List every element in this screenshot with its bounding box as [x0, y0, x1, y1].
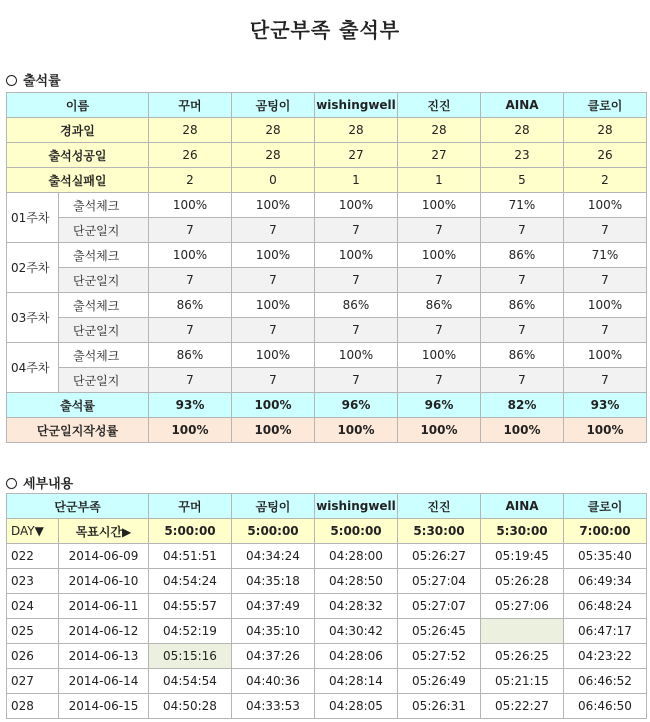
check-label: 출석체크 — [59, 293, 149, 318]
rate-value: 100% — [232, 418, 315, 443]
week-check-row — [7, 243, 647, 268]
time-cell: 04:52:19 — [149, 619, 232, 644]
rate-value: 96% — [315, 393, 398, 418]
log-value: 7 — [481, 368, 564, 393]
time-cell: 04:28:00 — [315, 544, 398, 569]
row-label: 출석실패일 — [7, 168, 149, 193]
time-cell: 05:26:45 — [398, 619, 481, 644]
check-value: 100% — [398, 343, 481, 368]
check-value: 71% — [564, 243, 647, 268]
time-cell: 05:27:52 — [398, 644, 481, 669]
log-value: 7 — [481, 268, 564, 293]
week-log-row — [7, 268, 647, 293]
rate-value: 93% — [564, 393, 647, 418]
check-value: 100% — [232, 243, 315, 268]
section-label: 세부내용 — [23, 477, 74, 492]
week-check-row — [7, 293, 647, 318]
time-cell: 04:54:54 — [149, 669, 232, 694]
value-cell: 2 — [564, 168, 647, 193]
time-cell: 05:27:07 — [398, 594, 481, 619]
target-time: 5:30:00 — [481, 519, 564, 544]
member-header: 진진 — [398, 93, 481, 118]
check-value: 86% — [149, 293, 232, 318]
check-value: 100% — [315, 193, 398, 218]
detail-row — [7, 669, 647, 694]
log-value: 7 — [398, 318, 481, 343]
log-value: 7 — [149, 218, 232, 243]
value-cell: 26 — [149, 143, 232, 168]
log-value: 7 — [232, 318, 315, 343]
circle-bullet-icon — [6, 75, 17, 86]
check-label: 출석체크 — [59, 243, 149, 268]
week-check-row — [7, 193, 647, 218]
week-label: 01주차 — [7, 193, 59, 243]
log-value: 7 — [232, 218, 315, 243]
log-value: 7 — [149, 318, 232, 343]
log-label: 단군일지 — [59, 368, 149, 393]
date-cell: 2014-06-13 — [59, 644, 149, 669]
day-cell: 027 — [7, 669, 59, 694]
check-value: 86% — [398, 293, 481, 318]
time-cell: 04:37:26 — [232, 644, 315, 669]
time-cell: 05:19:45 — [481, 544, 564, 569]
time-cell: 04:33:53 — [232, 694, 315, 719]
check-value: 100% — [564, 193, 647, 218]
attendance-rate-row — [7, 393, 647, 418]
member-header: wishingwell — [315, 93, 398, 118]
log-value: 7 — [564, 268, 647, 293]
time-cell: 04:40:36 — [232, 669, 315, 694]
member-header: 진진 — [398, 494, 481, 519]
section-attendance-title — [6, 70, 61, 89]
time-cell: 04:35:18 — [232, 569, 315, 594]
rate-value: 82% — [481, 393, 564, 418]
value-cell: 5 — [481, 168, 564, 193]
header-row — [7, 494, 647, 519]
value-cell: 27 — [398, 143, 481, 168]
member-header: 꾸머 — [149, 93, 232, 118]
check-label: 출석체크 — [59, 343, 149, 368]
time-cell: 04:28:50 — [315, 569, 398, 594]
check-value: 86% — [315, 293, 398, 318]
member-header: 클로이 — [564, 93, 647, 118]
value-cell: 23 — [481, 143, 564, 168]
time-cell: 06:47:17 — [564, 619, 647, 644]
check-value: 100% — [564, 343, 647, 368]
day-cell: 028 — [7, 694, 59, 719]
check-value: 86% — [481, 243, 564, 268]
member-header: AINA — [481, 93, 564, 118]
row-label: 출석성공일 — [7, 143, 149, 168]
log-value: 7 — [398, 218, 481, 243]
check-value: 100% — [232, 343, 315, 368]
date-cell: 2014-06-09 — [59, 544, 149, 569]
summary-row — [7, 118, 647, 143]
value-cell: 2 — [149, 168, 232, 193]
log-value: 7 — [232, 268, 315, 293]
value-cell: 0 — [232, 168, 315, 193]
rate-value: 93% — [149, 393, 232, 418]
detail-row — [7, 544, 647, 569]
time-cell: 04:34:24 — [232, 544, 315, 569]
week-check-row — [7, 343, 647, 368]
week-log-row — [7, 318, 647, 343]
time-cell: 04:35:10 — [232, 619, 315, 644]
log-value: 7 — [149, 368, 232, 393]
summary-row — [7, 143, 647, 168]
value-cell: 28 — [232, 143, 315, 168]
log-value: 7 — [481, 218, 564, 243]
day-sort-label: DAY▼ — [7, 519, 59, 544]
value-cell: 28 — [315, 118, 398, 143]
log-value: 7 — [315, 218, 398, 243]
target-label: 목표시간▶ — [59, 519, 149, 544]
check-value: 100% — [232, 193, 315, 218]
check-value: 86% — [481, 293, 564, 318]
log-rate-row — [7, 418, 647, 443]
check-value: 100% — [315, 343, 398, 368]
week-log-row — [7, 218, 647, 243]
log-value: 7 — [315, 318, 398, 343]
target-time: 7:00:00 — [564, 519, 647, 544]
check-label: 출석체크 — [59, 193, 149, 218]
check-value: 100% — [315, 243, 398, 268]
tribe-header: 단군부족 — [7, 494, 149, 519]
missed-time-cell: 05:15:16 — [149, 644, 232, 669]
log-value: 7 — [481, 318, 564, 343]
rate-value: 100% — [232, 393, 315, 418]
day-cell: 024 — [7, 594, 59, 619]
time-cell: 05:27:06 — [481, 594, 564, 619]
date-cell: 2014-06-12 — [59, 619, 149, 644]
time-cell: 05:22:27 — [481, 694, 564, 719]
log-value: 7 — [398, 368, 481, 393]
value-cell: 28 — [232, 118, 315, 143]
value-cell: 28 — [398, 118, 481, 143]
member-header: AINA — [481, 494, 564, 519]
rate-value: 100% — [398, 418, 481, 443]
row-label: 경과일 — [7, 118, 149, 143]
time-cell: 05:26:28 — [481, 569, 564, 594]
check-value: 100% — [232, 293, 315, 318]
rate-value: 100% — [315, 418, 398, 443]
log-value: 7 — [398, 268, 481, 293]
detail-table — [6, 493, 647, 719]
time-cell: 04:28:32 — [315, 594, 398, 619]
time-cell: 06:49:34 — [564, 569, 647, 594]
detail-row — [7, 569, 647, 594]
time-cell: 04:28:14 — [315, 669, 398, 694]
summary-row — [7, 168, 647, 193]
date-cell: 2014-06-11 — [59, 594, 149, 619]
section-label: 출석률 — [23, 74, 61, 89]
week-log-row — [7, 368, 647, 393]
log-value: 7 — [315, 268, 398, 293]
time-cell: 05:27:04 — [398, 569, 481, 594]
time-cell: 06:46:52 — [564, 669, 647, 694]
log-label: 단군일지 — [59, 268, 149, 293]
member-header: 곰팅이 — [232, 93, 315, 118]
time-cell: 05:26:27 — [398, 544, 481, 569]
time-cell: 04:23:22 — [564, 644, 647, 669]
check-value: 86% — [481, 343, 564, 368]
time-cell: 04:28:06 — [315, 644, 398, 669]
row-label: 출석률 — [7, 393, 149, 418]
target-time: 5:00:00 — [232, 519, 315, 544]
attendance-rate-table — [6, 92, 647, 443]
day-cell: 022 — [7, 544, 59, 569]
member-header: 꾸머 — [149, 494, 232, 519]
target-time: 5:30:00 — [398, 519, 481, 544]
time-cell: 06:46:50 — [564, 694, 647, 719]
time-cell: 04:50:28 — [149, 694, 232, 719]
date-cell: 2014-06-10 — [59, 569, 149, 594]
check-value: 100% — [149, 243, 232, 268]
time-cell: 04:54:24 — [149, 569, 232, 594]
missed-time-cell — [481, 619, 564, 644]
date-cell: 2014-06-14 — [59, 669, 149, 694]
member-header: 곰팅이 — [232, 494, 315, 519]
time-cell: 04:51:51 — [149, 544, 232, 569]
time-cell: 04:55:57 — [149, 594, 232, 619]
log-value: 7 — [564, 368, 647, 393]
detail-row — [7, 644, 647, 669]
value-cell: 28 — [564, 118, 647, 143]
rate-value: 100% — [149, 418, 232, 443]
week-label: 03주차 — [7, 293, 59, 343]
day-cell: 026 — [7, 644, 59, 669]
rate-value: 100% — [564, 418, 647, 443]
time-cell: 04:30:42 — [315, 619, 398, 644]
log-label: 단군일지 — [59, 218, 149, 243]
check-value: 71% — [481, 193, 564, 218]
target-row — [7, 519, 647, 544]
check-value: 100% — [398, 193, 481, 218]
value-cell: 26 — [564, 143, 647, 168]
detail-row — [7, 694, 647, 719]
week-label: 04주차 — [7, 343, 59, 393]
target-time: 5:00:00 — [149, 519, 232, 544]
date-cell: 2014-06-15 — [59, 694, 149, 719]
name-header: 이름 — [7, 93, 149, 118]
member-header: 클로이 — [564, 494, 647, 519]
day-cell: 025 — [7, 619, 59, 644]
check-value: 86% — [149, 343, 232, 368]
time-cell: 04:28:05 — [315, 694, 398, 719]
rate-value: 100% — [481, 418, 564, 443]
detail-row — [7, 594, 647, 619]
member-header: wishingwell — [315, 494, 398, 519]
log-value: 7 — [149, 268, 232, 293]
log-label: 단군일지 — [59, 318, 149, 343]
target-time: 5:00:00 — [315, 519, 398, 544]
time-cell: 05:35:40 — [564, 544, 647, 569]
time-cell: 05:26:25 — [481, 644, 564, 669]
check-value: 100% — [398, 243, 481, 268]
log-value: 7 — [564, 218, 647, 243]
log-value: 7 — [564, 318, 647, 343]
header-row — [7, 93, 647, 118]
week-label: 02주차 — [7, 243, 59, 293]
check-value: 100% — [149, 193, 232, 218]
check-value: 100% — [564, 293, 647, 318]
detail-row — [7, 619, 647, 644]
time-cell: 05:21:15 — [481, 669, 564, 694]
value-cell: 1 — [315, 168, 398, 193]
page-title: 단군부족 출석부 — [249, 18, 401, 42]
row-label: 단군일지작성률 — [7, 418, 149, 443]
circle-bullet-icon — [6, 478, 17, 489]
time-cell: 06:48:24 — [564, 594, 647, 619]
value-cell: 27 — [315, 143, 398, 168]
log-value: 7 — [315, 368, 398, 393]
time-cell: 04:37:49 — [232, 594, 315, 619]
log-value: 7 — [232, 368, 315, 393]
value-cell: 28 — [149, 118, 232, 143]
time-cell: 05:26:49 — [398, 669, 481, 694]
value-cell: 28 — [481, 118, 564, 143]
section-detail-title — [6, 473, 73, 492]
time-cell: 05:26:31 — [398, 694, 481, 719]
day-cell: 023 — [7, 569, 59, 594]
value-cell: 1 — [398, 168, 481, 193]
rate-value: 96% — [398, 393, 481, 418]
